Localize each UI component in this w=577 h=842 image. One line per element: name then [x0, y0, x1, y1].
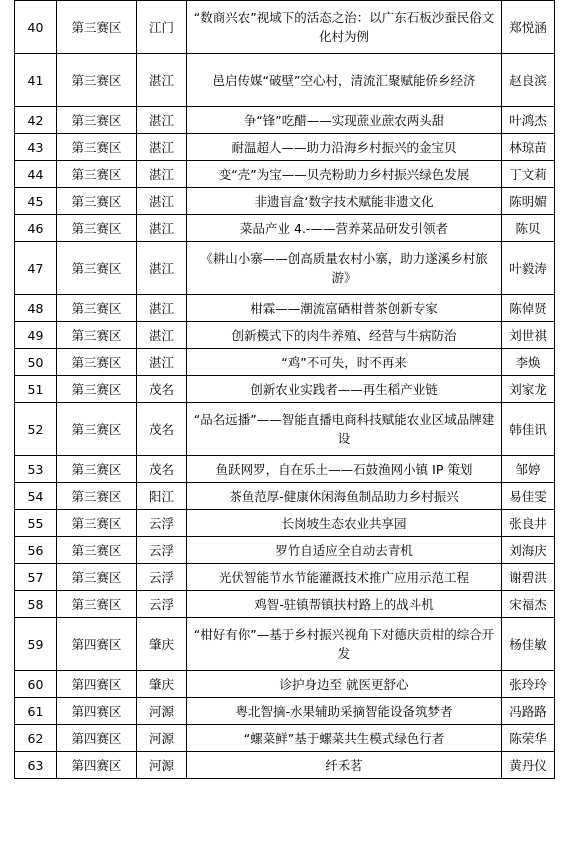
project-title-cell: 光伏智能节水节能灌溉技术推广应用示范工程 [187, 564, 502, 591]
city-cell: 阳江 [137, 483, 187, 510]
zone-cell: 第三赛区 [57, 161, 137, 188]
city-cell: 河源 [137, 725, 187, 752]
person-name-cell: 李焕 [502, 349, 555, 376]
city-cell: 河源 [137, 752, 187, 779]
row-number-cell: 40 [15, 1, 57, 54]
project-title-cell: “鸡”不可失，时不再来 [187, 349, 502, 376]
row-number-cell: 47 [15, 242, 57, 295]
row-number-cell: 52 [15, 403, 57, 456]
zone-cell: 第四赛区 [57, 698, 137, 725]
row-number-cell: 58 [15, 591, 57, 618]
zone-cell: 第四赛区 [57, 618, 137, 671]
row-number-cell: 53 [15, 456, 57, 483]
table-row [15, 456, 555, 483]
city-cell: 湛江 [137, 188, 187, 215]
person-name-cell: 易佳雯 [502, 483, 555, 510]
zone-cell: 第三赛区 [57, 376, 137, 403]
city-cell: 肇庆 [137, 671, 187, 698]
project-title-cell: 茶鱼范厚-健康休闲海鱼制品助力乡村振兴 [187, 483, 502, 510]
row-number-cell: 49 [15, 322, 57, 349]
person-name-cell: 谢碧洪 [502, 564, 555, 591]
table-row [15, 54, 555, 107]
zone-cell: 第三赛区 [57, 483, 137, 510]
person-name-cell: 张良井 [502, 510, 555, 537]
person-name-cell: 郑悦涵 [502, 1, 555, 54]
row-number-cell: 63 [15, 752, 57, 779]
city-cell: 茂名 [137, 376, 187, 403]
row-number-cell: 62 [15, 725, 57, 752]
city-cell: 湛江 [137, 349, 187, 376]
zone-cell: 第三赛区 [57, 403, 137, 456]
project-title-cell: 长岗坡生态农业共享园 [187, 510, 502, 537]
project-title-cell: “螺菜鲜”基于螺菜共生模式绿色行者 [187, 725, 502, 752]
person-name-cell: 刘海庆 [502, 537, 555, 564]
city-cell: 湛江 [137, 54, 187, 107]
zone-cell: 第三赛区 [57, 510, 137, 537]
row-number-cell: 60 [15, 671, 57, 698]
row-number-cell: 57 [15, 564, 57, 591]
zone-cell: 第三赛区 [57, 215, 137, 242]
row-number-cell: 61 [15, 698, 57, 725]
person-name-cell: 丁文莉 [502, 161, 555, 188]
city-cell: 湛江 [137, 322, 187, 349]
city-cell: 云浮 [137, 564, 187, 591]
project-title-cell: 罗竹自适应全自动去青机 [187, 537, 502, 564]
project-title-cell: “柑好有你”—基于乡村振兴视角下对德庆贡柑的综合开发 [187, 618, 502, 671]
person-name-cell: 刘世祺 [502, 322, 555, 349]
table-row [15, 215, 555, 242]
project-title-cell: 《耕山小寨——创高质量农村小寨，助力遂溪乡村旅游》 [187, 242, 502, 295]
table-row [15, 161, 555, 188]
table-row [15, 698, 555, 725]
table-row [15, 564, 555, 591]
zone-cell: 第四赛区 [57, 671, 137, 698]
project-title-cell: 诊护身边至 就医更舒心 [187, 671, 502, 698]
row-number-cell: 43 [15, 134, 57, 161]
table-row [15, 349, 555, 376]
zone-cell: 第三赛区 [57, 591, 137, 618]
zone-cell: 第三赛区 [57, 242, 137, 295]
city-cell: 湛江 [137, 107, 187, 134]
project-title-cell: 鸡智-驻镇帮镇扶村路上的战斗机 [187, 591, 502, 618]
table-row [15, 322, 555, 349]
city-cell: 河源 [137, 698, 187, 725]
zone-cell: 第三赛区 [57, 456, 137, 483]
zone-cell: 第三赛区 [57, 188, 137, 215]
zone-cell: 第四赛区 [57, 725, 137, 752]
person-name-cell: 冯路路 [502, 698, 555, 725]
project-list-table [14, 0, 555, 779]
city-cell: 茂名 [137, 403, 187, 456]
person-name-cell: 林琼苗 [502, 134, 555, 161]
person-name-cell: 叶毅涛 [502, 242, 555, 295]
row-number-cell: 48 [15, 295, 57, 322]
table-row [15, 591, 555, 618]
person-name-cell: 刘家龙 [502, 376, 555, 403]
table-row [15, 107, 555, 134]
row-number-cell: 51 [15, 376, 57, 403]
project-title-cell: 创新模式下的肉牛养殖、经营与牛病防治 [187, 322, 502, 349]
table-row [15, 134, 555, 161]
row-number-cell: 41 [15, 54, 57, 107]
zone-cell: 第三赛区 [57, 564, 137, 591]
project-title-cell: “数商兴农”视域下的活态之治：以广东石板沙蚕民俗文化村为例 [187, 1, 502, 54]
project-title-cell: “品名远播”——智能直播电商科技赋能农业区域品牌建设 [187, 403, 502, 456]
row-number-cell: 45 [15, 188, 57, 215]
person-name-cell: 陈倬贤 [502, 295, 555, 322]
zone-cell: 第三赛区 [57, 537, 137, 564]
table-row [15, 403, 555, 456]
person-name-cell: 赵良滨 [502, 54, 555, 107]
table-row [15, 242, 555, 295]
table-row [15, 1, 555, 54]
row-number-cell: 54 [15, 483, 57, 510]
zone-cell: 第三赛区 [57, 54, 137, 107]
project-title-cell: 纤禾茗 [187, 752, 502, 779]
project-title-cell: 创新农业实践者——再生稻产业链 [187, 376, 502, 403]
row-number-cell: 59 [15, 618, 57, 671]
project-title-cell: 菜品产业 4.-——营养菜品研发引领者 [187, 215, 502, 242]
city-cell: 云浮 [137, 591, 187, 618]
zone-cell: 第三赛区 [57, 322, 137, 349]
person-name-cell: 陈荣华 [502, 725, 555, 752]
city-cell: 湛江 [137, 242, 187, 295]
zone-cell: 第三赛区 [57, 134, 137, 161]
row-number-cell: 55 [15, 510, 57, 537]
project-title-cell: 柑霖——潮流富硒柑普茶创新专家 [187, 295, 502, 322]
table-row [15, 725, 555, 752]
person-name-cell: 黄丹仪 [502, 752, 555, 779]
city-cell: 肇庆 [137, 618, 187, 671]
project-title-cell: 粤北智摘-水果辅助采摘智能设备筑梦者 [187, 698, 502, 725]
person-name-cell: 杨佳敏 [502, 618, 555, 671]
row-number-cell: 56 [15, 537, 57, 564]
table-row [15, 671, 555, 698]
city-cell: 湛江 [137, 161, 187, 188]
table-row [15, 537, 555, 564]
person-name-cell: 张玲玲 [502, 671, 555, 698]
row-number-cell: 50 [15, 349, 57, 376]
project-title-cell: 变“壳”为宝——贝壳粉助力乡村振兴绿色发展 [187, 161, 502, 188]
city-cell: 云浮 [137, 537, 187, 564]
table-row [15, 618, 555, 671]
city-cell: 湛江 [137, 215, 187, 242]
person-name-cell: 陈贝 [502, 215, 555, 242]
zone-cell: 第三赛区 [57, 295, 137, 322]
project-title-cell: 邑启传媒“破壁”空心村，清流汇聚赋能侨乡经济 [187, 54, 502, 107]
table-row [15, 510, 555, 537]
table-row [15, 376, 555, 403]
city-cell: 云浮 [137, 510, 187, 537]
project-title-cell: 争“锋”吃醋——实现蔗业蔗农两头甜 [187, 107, 502, 134]
row-number-cell: 46 [15, 215, 57, 242]
table-row [15, 752, 555, 779]
city-cell: 茂名 [137, 456, 187, 483]
city-cell: 江门 [137, 1, 187, 54]
table-row [15, 295, 555, 322]
row-number-cell: 44 [15, 161, 57, 188]
person-name-cell: 叶鸿杰 [502, 107, 555, 134]
table-row [15, 188, 555, 215]
person-name-cell: 韩佳讯 [502, 403, 555, 456]
person-name-cell: 宋福杰 [502, 591, 555, 618]
project-title-cell: 鱼跃网罗，自在乐土——石鼓渔网小镇 IP 策划 [187, 456, 502, 483]
table-body [15, 1, 555, 779]
person-name-cell: 邹婷 [502, 456, 555, 483]
project-title-cell: 非遗盲盒‘数字技术赋能非遗文化 [187, 188, 502, 215]
table-row [15, 483, 555, 510]
city-cell: 湛江 [137, 134, 187, 161]
row-number-cell: 42 [15, 107, 57, 134]
zone-cell: 第三赛区 [57, 349, 137, 376]
person-name-cell: 陈明媚 [502, 188, 555, 215]
zone-cell: 第三赛区 [57, 107, 137, 134]
city-cell: 湛江 [137, 295, 187, 322]
zone-cell: 第三赛区 [57, 1, 137, 54]
project-title-cell: 耐温超人——助力沿海乡村振兴的金宝贝 [187, 134, 502, 161]
zone-cell: 第四赛区 [57, 752, 137, 779]
